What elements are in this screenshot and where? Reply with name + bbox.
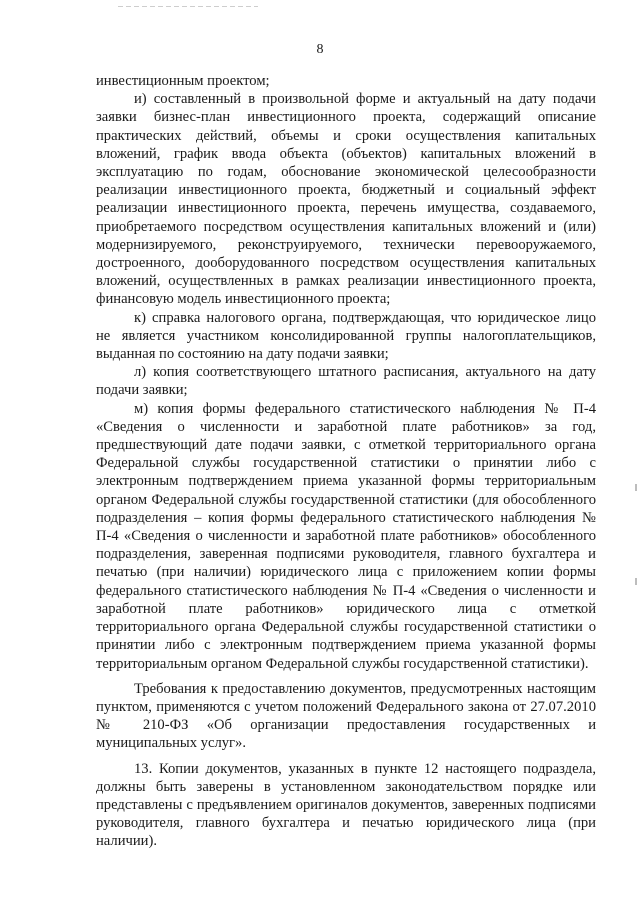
paragraph-item-k: к) справка налогового органа, подтверждающая, что юридическое лицо не является участником консолидированной группы налогоплательщиков, выданная по состоянию на дату подачи заявки; [96, 309, 596, 363]
scan-artifact [118, 6, 258, 7]
paragraph-item-i: и) составленный в произвольной форме и актуальный на дату подачи заявки бизнес-план инвестиционного проекта, содержащий описание практических действий, объемы и сроки осуществления капитальных вложений, график ввода объекта (объектов) капитальных вложений в эксплуатацию по годам, обоснование экономической целесообразности реализации инвестиционного проекта, бюджетный и социальный эффект реализации инвестиционного проекта, перечень имущества, создаваемого, приобретаемого посредством осуществления капитальных вложений и (или) модернизируемого, реконструируемого, технически перевооружаемого, достроенного, дооборудованного посредством осуществления капитальных вложений, осуществленных в рамках реализации инвестиционного проекта, финансовую модель инвестиционного проекта; [96, 91, 596, 308]
document-body [96, 72, 596, 851]
scan-edge-mark [635, 484, 637, 491]
paragraph-13: 13. Копии документов, указанных в пункте 12 настоящего подраздела, должны быть заверены в установленном законодательством порядке или представлены с предъявлением оригиналов документов, заверенных подписями руководителя, главного бухгалтера и печатью юридического лица (при наличии). [96, 760, 596, 850]
paragraph-item-l: л) копия соответствующего штатного расписания, актуального на дату подачи заявки; [96, 364, 596, 399]
paragraph-continuation: инвестиционным проектом; [96, 73, 270, 89]
scan-edge-mark [635, 578, 637, 585]
page-number: 8 [316, 42, 324, 57]
paragraph-item-m: м) копия формы федерального статистического наблюдения № П-4 «Сведения о численности и заработной плате работников» за год, предшествующий дате подачи заявки, с отметкой территориального органа Федеральной службы государственной статистики о принятии либо с электронным подтверждением приема указанной формы территориальным органом Федеральной службы государственной статистики (для обособленного подразделения – копия формы федерального статистического наблюдения № П-4 «Сведения о численности и заработной плате работников» обособленного подразделения, заверенная подписями руководителя, главного бухгалтера и печатью (при наличии) юридического лица с приложением копии формы федерального статистического наблюдения № П-4 «Сведения о численности и заработной плате работников» юридического лица с отметкой территориального органа Федеральной службы государственной статистики о принятии либо с электронным подтверждением приема указанной формы территориальным органом Федеральной службы государственной статистики). [96, 400, 596, 672]
paragraph-requirements: Требования к предоставлению документов, предусмотренных настоящим пунктом, применяются с учетом положений Федерального закона от 27.07.2010 № 210-ФЗ «Об организации предоставления государственных и муниципальных услуг». [96, 680, 596, 752]
